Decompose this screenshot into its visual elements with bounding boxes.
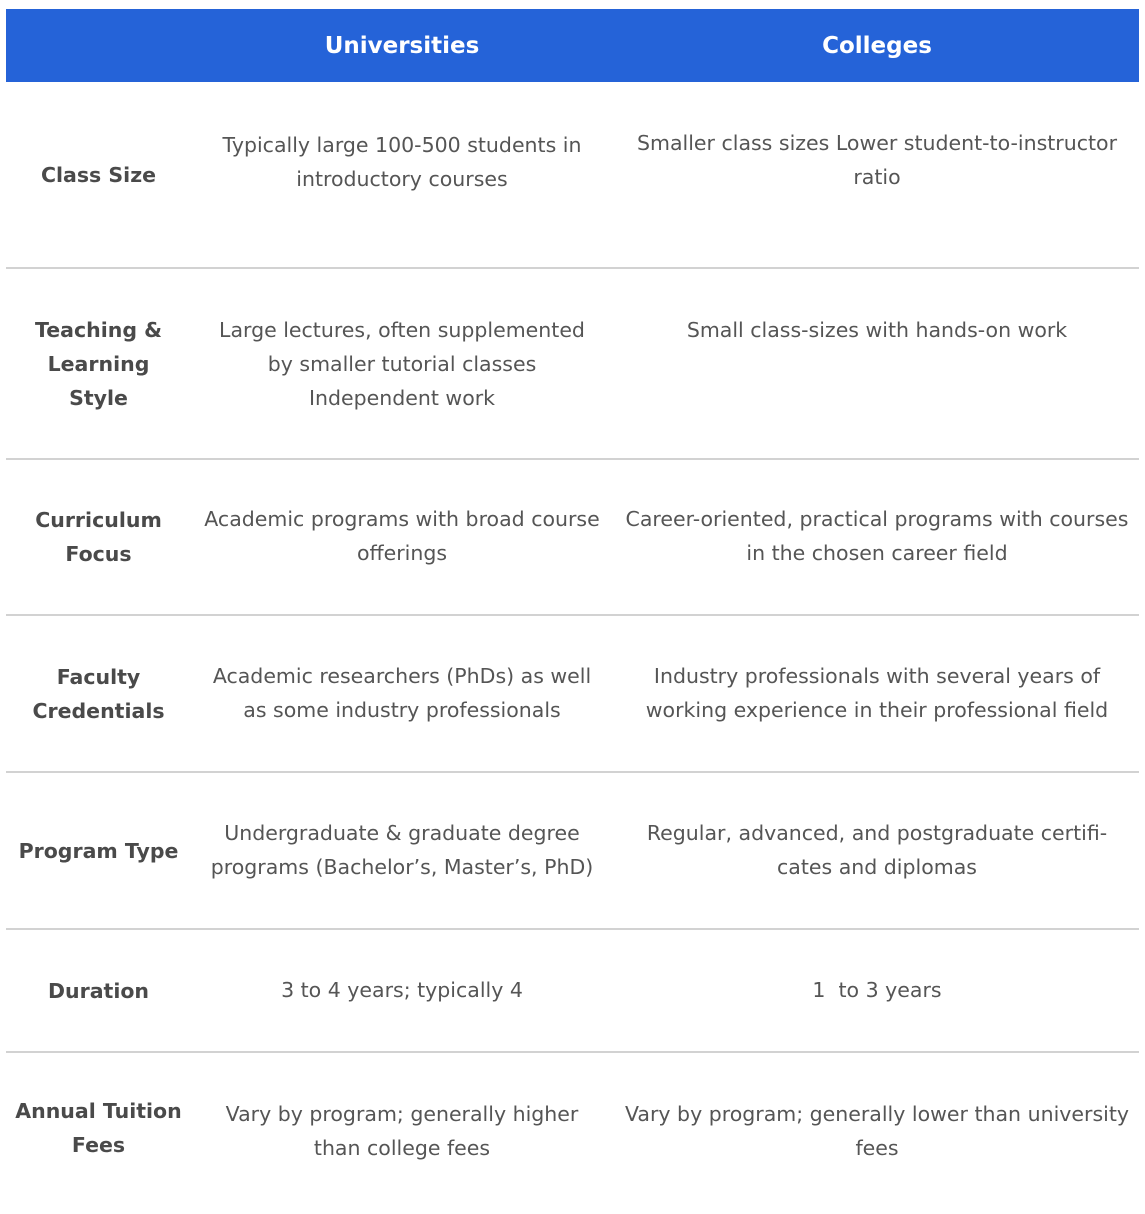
table-row-class-size bbox=[6, 82, 1139, 269]
universities-cell bbox=[204, 460, 600, 614]
cell-line: 3 to 4 years; typically 4 bbox=[281, 978, 523, 1002]
cell-line: Career-oriented, practical programs with courses bbox=[625, 507, 1129, 531]
row-label bbox=[6, 460, 191, 614]
cell-line: Vary by program; generally higher bbox=[225, 1102, 579, 1126]
cell-line: Academic programs with broad bbox=[204, 507, 525, 531]
cell-line: Lower student-to-instructor ratio bbox=[835, 131, 1117, 189]
row-label-text: Teaching & Learning Style bbox=[34, 317, 163, 410]
cell-line: programs (Bachelor’s, Master’s, PhD) bbox=[210, 855, 594, 879]
table-header bbox=[6, 9, 1139, 82]
cell-line: course offerings bbox=[356, 507, 600, 565]
universities-cell bbox=[204, 930, 600, 1051]
header-universities: Universities bbox=[324, 32, 480, 59]
universities-cell bbox=[204, 269, 600, 458]
table-row-duration bbox=[6, 930, 1139, 1053]
cell-line: Undergraduate & graduate degree bbox=[224, 821, 580, 845]
row-label-text: Class Size bbox=[40, 162, 157, 187]
colleges-cell bbox=[621, 1053, 1133, 1203]
colleges-cell bbox=[621, 773, 1133, 928]
cell-line: working experience in their professional field bbox=[645, 698, 1109, 722]
table-row-program-type bbox=[6, 773, 1139, 930]
cell-line: Industry professionals with several years of bbox=[653, 664, 1101, 688]
cell-line: Small class-sizes with hands-on work bbox=[686, 318, 1068, 342]
header-colleges: Colleges bbox=[822, 32, 932, 59]
table-row-teaching-style bbox=[6, 269, 1139, 460]
cell-line: Large lectures, often supplemented bbox=[219, 318, 585, 342]
cell-line: Academic researchers (PhDs) as well bbox=[212, 664, 592, 688]
cell-line: university fees bbox=[855, 1102, 1129, 1160]
row-label-text: Program Type bbox=[18, 838, 179, 863]
cell-line: Independent work bbox=[308, 386, 496, 410]
cell-line: by smaller tutorial classes bbox=[267, 352, 537, 376]
table-row-faculty-credentials bbox=[6, 616, 1139, 773]
colleges-cell bbox=[621, 269, 1133, 458]
cell-line: Smaller class sizes bbox=[636, 131, 830, 155]
comparison-table bbox=[6, 9, 1139, 1203]
row-label bbox=[6, 616, 191, 771]
universities-cell bbox=[204, 773, 600, 928]
cell-line: Regular, advanced, and postgraduate certifi- bbox=[646, 821, 1108, 845]
row-label-text: Curriculum Focus bbox=[35, 508, 162, 566]
universities-cell bbox=[204, 1053, 600, 1203]
row-label bbox=[6, 773, 191, 928]
row-label-text: Duration bbox=[47, 978, 150, 1003]
row-label-text: Faculty Credentials bbox=[32, 664, 165, 723]
row-label bbox=[6, 269, 191, 458]
row-label-text: Annual Tuition Fees bbox=[15, 1099, 182, 1157]
cell-line: cates and diplomas bbox=[777, 855, 977, 879]
colleges-cell bbox=[621, 82, 1133, 267]
cell-line: in the chosen career field bbox=[746, 541, 1008, 565]
table-row-tuition-fees bbox=[6, 1053, 1139, 1203]
row-label bbox=[6, 1053, 191, 1203]
cell-line: Vary by program; generally lower than bbox=[624, 1102, 1022, 1126]
cell-line: 100-500 students in introductory bbox=[296, 133, 582, 191]
universities-cell bbox=[204, 82, 600, 267]
cell-line: as some industry professionals bbox=[243, 698, 561, 722]
row-label bbox=[6, 930, 191, 1051]
table-row-curriculum-focus bbox=[6, 460, 1139, 616]
cell-line: than college fees bbox=[313, 1136, 491, 1160]
cell-line: Typically large bbox=[222, 133, 369, 157]
colleges-cell bbox=[621, 616, 1133, 771]
colleges-cell bbox=[621, 460, 1133, 614]
cell-line: courses bbox=[428, 167, 508, 191]
universities-cell bbox=[204, 616, 600, 771]
row-label bbox=[6, 82, 191, 267]
cell-line: 1 to 3 years bbox=[812, 978, 942, 1002]
colleges-cell bbox=[621, 930, 1133, 1051]
